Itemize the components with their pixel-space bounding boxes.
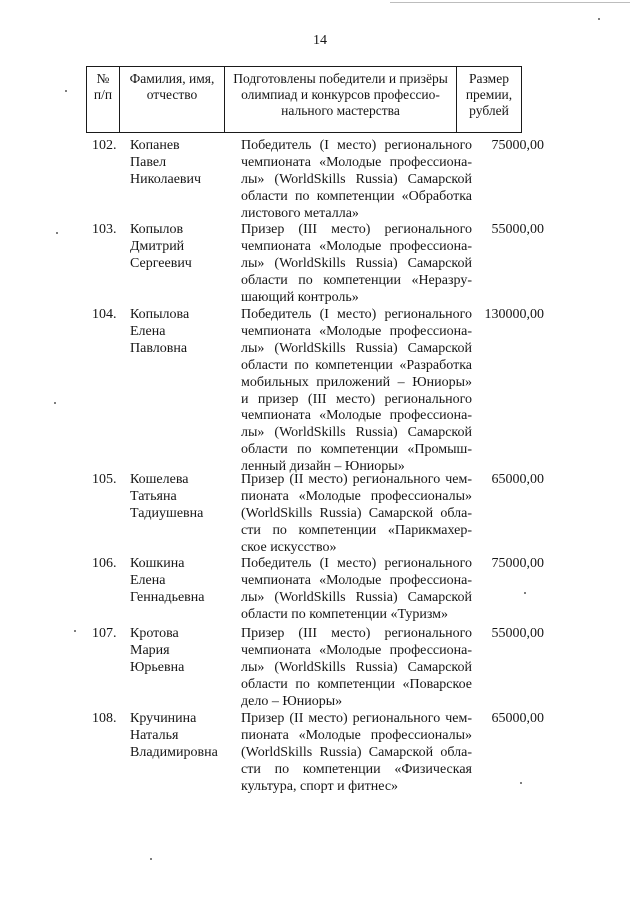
name-line: Кротова [130,626,179,641]
name-line: Владимировна [130,744,218,760]
name-line: Копылова [130,307,190,322]
achievement-line: пионата «Молодые профессионалы» [241,727,472,743]
row-amount: 65000,00 [491,472,544,487]
achievement-line: и призер (III место) регионального [241,391,472,407]
achievement-line: ское искусство» [241,539,337,555]
header-number: № п/п [87,67,120,133]
achievement-line: области по компетенции «Промыш- [241,442,472,458]
row-number: 107. [92,626,117,641]
name-line: Юрьевна [130,659,185,675]
achievement-line: Призер (III место) регионального [241,626,472,641]
name-line: Мария [130,642,170,658]
name-line: Кошелева [130,472,189,487]
row-number: 102. [92,138,117,153]
name-line: Дмитрий [130,238,185,254]
row-full-name [130,307,236,358]
header-amount: Размер премии, рублей [457,67,522,133]
achievement-line: дело – Юниоры» [241,693,343,709]
row-amount: 75000,00 [491,556,544,571]
achievement-line: Призер (II место) регионального чем- [241,472,472,487]
achievement-line: сти по компетенции «Физическая [241,761,472,777]
achievement-line: пионата «Молодые профессионалы» [241,488,472,504]
achievement-line: Призер (III место) регионального [241,222,472,237]
name-line: Геннадьевна [130,589,205,605]
achievement-line: культура, спорт и фитнес» [241,778,399,794]
achievement-line: лы» (WorldSkills Russia) Самарской [241,255,472,271]
achievement-line: области по компетенции «Туризм» [241,606,449,622]
name-line: Тадиушевна [130,505,204,521]
achievement-line: чемпионата «Молодые профессиона- [241,572,472,588]
row-achievement [241,556,472,624]
row-achievement [241,626,472,711]
achievement-line: чемпионата «Молодые профессиона- [241,642,472,658]
achievement-line: лы» (WorldSkills Russia) Самарской [241,425,472,441]
achievement-line: чемпионата «Молодые профессиона- [241,408,472,424]
name-line: Елена [130,323,166,339]
scan-edge-line [390,2,630,3]
achievement-line: чемпионата «Молодые профессиона- [241,238,472,254]
page-number: 14 [313,33,327,48]
achievement-line: области по компетенции «Поварское [241,676,472,692]
row-amount: 130000,00 [484,307,544,322]
row-number: 108. [92,711,117,726]
table-header [86,66,522,133]
row-full-name [130,472,236,523]
row-number: 104. [92,307,117,322]
name-line: Елена [130,572,166,588]
row-number: 103. [92,222,117,237]
header-achievement: Подготовлены победители и призёры олимпиад и конкурсов профессио- нального мастерства [225,67,457,133]
row-achievement [241,307,472,476]
achievement-line: лы» (WorldSkills Russia) Самарской [241,659,472,675]
header-name: Фамилия, имя, отчество [120,67,225,133]
achievement-line: области по компетенции «Обработка [241,188,472,204]
row-full-name [130,711,236,762]
name-line: Наталья [130,727,179,743]
name-line: Копанев [130,138,180,153]
achievement-line: Призер (II место) регионального чем- [241,711,472,726]
achievement-line: Победитель (I место) регионального [241,307,472,322]
row-achievement [241,711,472,796]
name-line: Павел [130,154,167,170]
achievement-line: сти по компетенции «Парикмахер- [241,522,472,538]
achievement-line: Победитель (I место) регионального [241,556,472,571]
name-line: Татьяна [130,488,177,504]
achievement-line: чемпионата «Молодые профессиона- [241,154,472,170]
row-amount: 75000,00 [491,138,544,153]
achievement-line: шающий контроль» [241,289,359,305]
row-achievement [241,472,472,557]
row-amount: 65000,00 [491,711,544,726]
achievement-line: лы» (WorldSkills Russia) Самарской [241,171,472,187]
achievement-line: области по компетенции «Неразру- [241,272,472,288]
achievement-line: чемпионата «Молодые профессиона- [241,323,472,339]
achievement-line: (WorldSkills Russia) Самарской обла- [241,505,472,521]
name-line: Сергеевич [130,255,192,271]
row-amount: 55000,00 [491,626,544,641]
row-achievement [241,138,472,223]
achievement-line: листового металла» [241,205,359,221]
row-number: 106. [92,556,117,571]
achievement-line: мобильных приложений – Юниоры» [241,374,472,390]
row-full-name [130,626,236,677]
name-line: Кручинина [130,711,197,726]
name-line: Николаевич [130,171,202,187]
row-achievement [241,222,472,307]
achievement-line: Победитель (I место) регионального [241,138,472,153]
achievement-line: области по компетенции «Разработка [241,357,472,373]
row-full-name [130,556,236,607]
achievement-line: лы» (WorldSkills Russia) Самарской [241,340,472,356]
row-number: 105. [92,472,117,487]
achievement-line: (WorldSkills Russia) Самарской обла- [241,744,472,760]
row-amount: 55000,00 [491,222,544,237]
row-full-name [130,222,236,273]
achievement-line: лы» (WorldSkills Russia) Самарской [241,589,472,605]
name-line: Кошкина [130,556,185,571]
name-line: Павловна [130,340,188,356]
achievement-line: ленный дизайн – Юниоры» [241,459,405,475]
row-full-name [130,138,236,189]
name-line: Копылов [130,222,184,237]
